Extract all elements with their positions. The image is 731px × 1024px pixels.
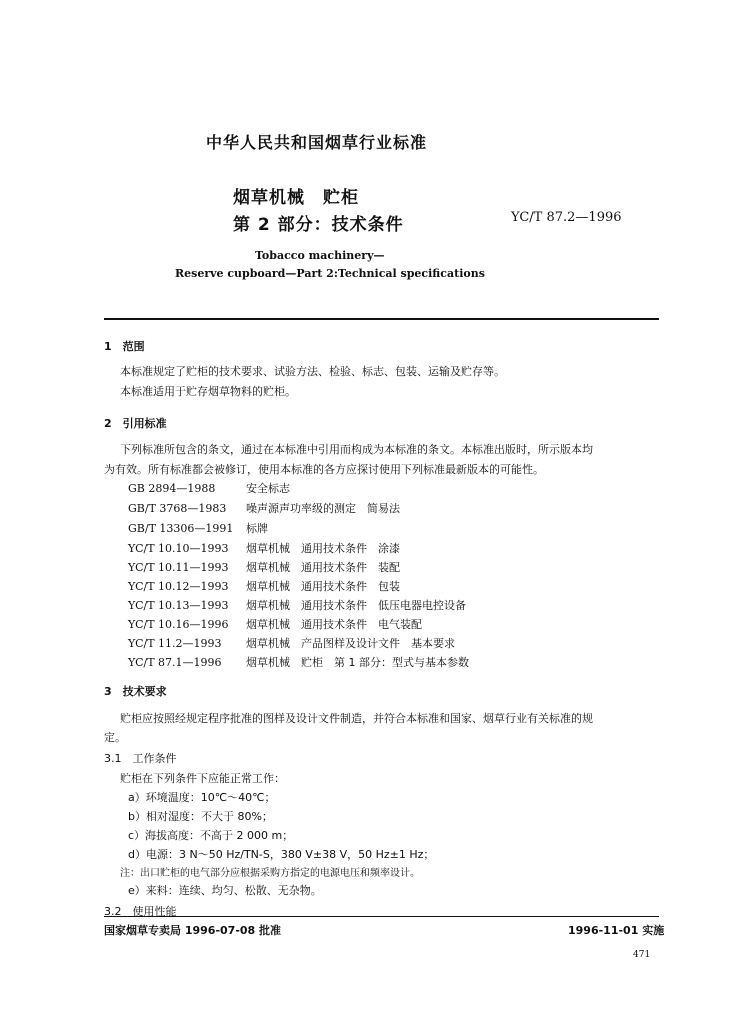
english-title-line1: Tobacco machinery—	[255, 249, 385, 262]
ref-item: GB/T 3768—1983 噪声源声功率级的测定 简易法	[128, 502, 400, 515]
section-2-intro-line1: 下列标准所包含的条文，通过在本标准中引用而构成为本标准的条文。本标准出版时，所示版本均	[120, 443, 593, 456]
ref-item: YC/T 11.2—1993 烟草机械 产品图样及设计文件 基本要求	[128, 637, 455, 650]
effective-date: 1996-11-01 实施	[568, 924, 665, 937]
issuer-line: 国家烟草专卖局 1996-07-08 批准	[104, 924, 282, 937]
section-1-para-2: 本标准适用于贮存烟草物料的贮柜。	[120, 385, 296, 398]
standard-code: YC/T 87.2—1996	[511, 210, 622, 225]
footer-divider	[104, 916, 659, 917]
ref-item: GB 2894—1988 安全标志	[128, 482, 290, 495]
doc-title-line1: 烟草机械 贮柜	[233, 188, 359, 208]
condition-item-c: c）海拔高度：不高于 2 000 m；	[128, 829, 294, 842]
ref-item: YC/T 10.12—1993 烟草机械 通用技术条件 包装	[128, 580, 400, 593]
standard-org-title: 中华人民共和国烟草行业标准	[206, 133, 428, 152]
section-3-heading: 3 技术要求	[104, 685, 167, 698]
section-2-heading: 2 引用标准	[104, 417, 167, 430]
condition-item-a: a）环境温度：10℃～40℃；	[128, 791, 276, 804]
section-2-intro-line2: 为有效。所有标准都会被修订，使用本标准的各方应探讨使用下列标准最新版本的可能性。	[104, 463, 544, 476]
section-1-heading: 1 范围	[104, 340, 145, 353]
section-3-2-heading: 3.2 使用性能	[104, 905, 177, 918]
doc-title-line2: 第 2 部分：技术条件	[233, 215, 404, 235]
condition-item-b: b）相对湿度：不大于 80%；	[128, 810, 273, 823]
header-divider	[104, 318, 659, 320]
ref-item: YC/T 10.13—1993 烟草机械 通用技术条件 低压电器电控设备	[128, 599, 466, 612]
condition-item-e: e）来料：连续、均匀、松散、无杂物。	[128, 884, 322, 897]
ref-item: YC/T 10.10—1993 烟草机械 通用技术条件 涂漆	[128, 542, 400, 555]
section-3-para-line2: 定。	[104, 731, 126, 744]
note-text: 注：出口贮柜的电气部分应根据采购方指定的电源电压和频率设计。	[120, 868, 420, 879]
ref-item: YC/T 87.1—1996 烟草机械 贮柜 第 1 部分：型式与基本参数	[128, 656, 469, 669]
english-title-line2: Reserve cupboard—Part 2:Technical specifications	[175, 267, 485, 280]
section-3-1-intro: 贮柜在下列条件下应能正常工作：	[120, 772, 285, 785]
section-3-1-heading: 3.1 工作条件	[104, 752, 177, 765]
section-1-para-1: 本标准规定了贮柜的技术要求、试验方法、检验、标志、包装、运输及贮存等。	[120, 365, 505, 378]
ref-item: YC/T 10.11—1993 烟草机械 通用技术条件 装配	[128, 561, 400, 574]
section-3-para-line1: 贮柜应按照经规定程序批准的图样及设计文件制造，并符合本标准和国家、烟草行业有关标准的规	[120, 712, 593, 725]
ref-item: YC/T 10.16—1996 烟草机械 通用技术条件 电气装配	[128, 618, 422, 631]
ref-item: GB/T 13306—1991 标牌	[128, 522, 268, 535]
condition-item-d: d）电源：3 N～50 Hz/TN-S，380 V±38 V，50 Hz±1 Hz；	[128, 848, 435, 861]
page-number: 471	[633, 950, 651, 960]
